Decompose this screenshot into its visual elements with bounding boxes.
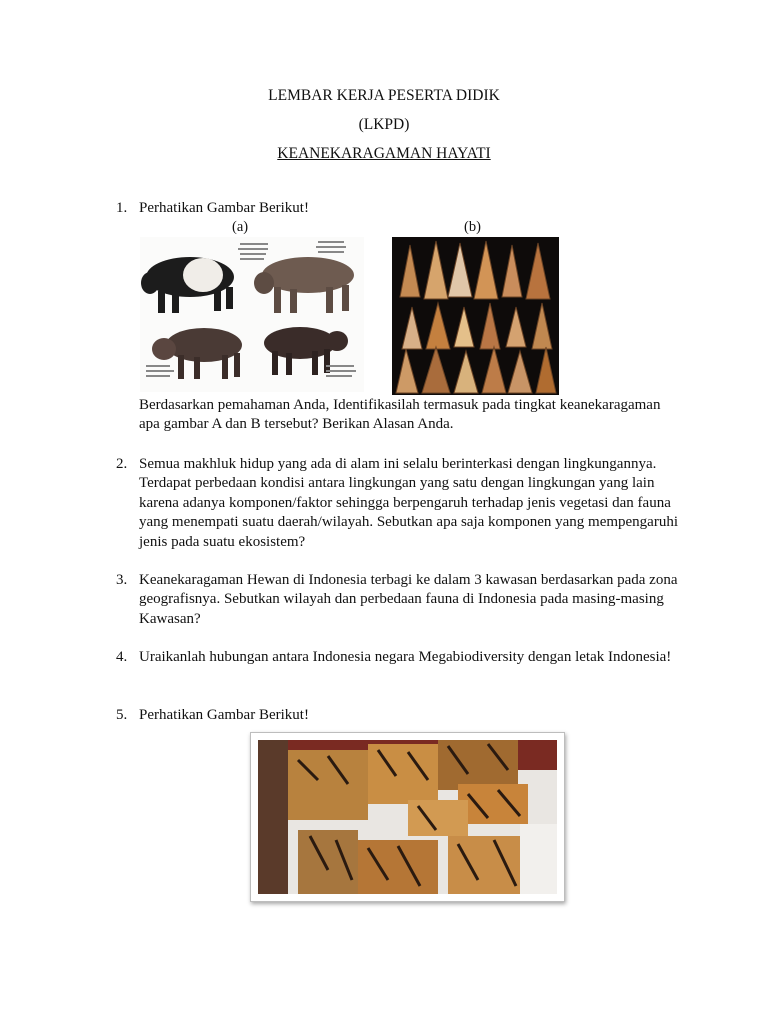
malayan-tapir-icon [141,257,234,313]
question-1-number: 1. [116,200,128,216]
mountain-tapir-icon [264,327,348,375]
tiger-skin-photo-icon [258,740,557,894]
question-1-lead: Perhatikan Gambar Berikut! [139,200,309,216]
figure-a-label: (a) [232,219,249,235]
question-3-number: 3. [116,572,128,588]
worksheet-abbreviation: (LKPD) [358,116,410,133]
question-4-text: Uraikanlah hubungan antara Indonesia negara Megabiodiversity dengan letak Indonesia! [139,649,672,665]
seashells-figure [392,237,559,395]
question-5-text: Perhatikan Gambar Berikut! [139,707,309,723]
bairds-tapir-icon [254,257,354,313]
tapir-species-figure [140,237,364,392]
tapir-illustration-icon [140,237,364,392]
seashell-collection-icon [392,237,559,395]
figure-b-label: (b) [464,219,481,235]
worksheet-title: LEMBAR KERJA PESERTA DIDIK [268,87,500,104]
question-1-text: Berdasarkan pemahaman Anda, Identifikasilah termasuk pada tingkat keanekaragaman apa gambar A dan B tersebut? Berikan Alasan Anda. [139,397,661,433]
worksheet-topic: KEANEKARAGAMAN HAYATI [277,145,491,162]
question-2-number: 2. [116,456,128,472]
question-3-text: Keanekaragaman Hewan di Indonesia terbagi ke dalam 3 kawasan berdasarkan pada zona geografisnya. Sebutkan wilayah dan perbedaan fauna di Indonesia pada masing-masing Kawasan? [139,572,678,627]
question-5-number: 5. [116,707,128,723]
question-2-text: Semua makhluk hidup yang ada di alam ini selalu berinterkasi dengan lingkungannya. Terdapat perbedaan kondisi antara lingkungan yang satu dengan lingkungan yang lain karena adanya komponen/faktor sehingga berpengaruh terhadap jenis vegetasi dan fauna yang menempati suatu daerah/wilayah. Sebutkan apa saja komponen yang mempengaruhi jenis pada suatu ekosistem? [139,456,678,550]
question-4-number: 4. [116,649,128,665]
tiger-skins-figure [250,732,565,902]
